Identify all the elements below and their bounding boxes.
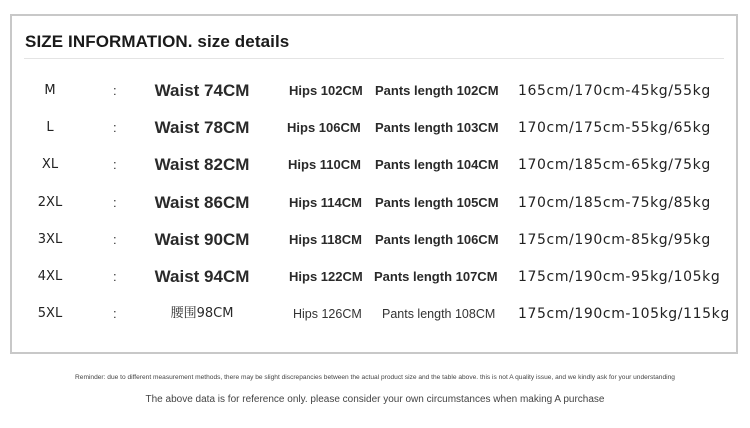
size-row-3xl <box>12 228 736 252</box>
pants-length-value: Pants length 106CM <box>375 232 499 247</box>
size-table-frame <box>10 14 738 354</box>
hips-value: Hips 126CM <box>293 307 362 321</box>
title-divider <box>24 58 724 59</box>
height-weight-value: 170cm/185cm-65kg/75kg <box>518 157 711 173</box>
size-label: M <box>44 83 56 98</box>
size-label: 3XL <box>37 232 63 247</box>
waist-value: Waist 94CM <box>154 267 250 286</box>
pants-length-value: Pants length 108CM <box>382 307 496 321</box>
size-label: 5XL <box>37 306 63 321</box>
waist-value: Waist 90CM <box>154 230 250 249</box>
size-label: 2XL <box>37 195 63 210</box>
height-weight-value: 175cm/190cm-105kg/115kg <box>518 306 730 322</box>
hips-value: Hips 118CM <box>289 232 362 247</box>
waist-value: Waist 78CM <box>154 118 250 137</box>
height-weight-value: 175cm/190cm-85kg/95kg <box>518 232 711 248</box>
separator-colon: : <box>113 232 117 247</box>
separator-colon: : <box>113 269 117 284</box>
pants-length-value: Pants length 103CM <box>375 120 499 135</box>
separator-colon: : <box>113 157 117 172</box>
size-row-5xl <box>12 302 736 326</box>
height-weight-value: 175cm/190cm-95kg/105kg <box>518 269 721 285</box>
size-row-l <box>12 116 736 140</box>
height-weight-value: 170cm/185cm-75kg/85kg <box>518 195 711 211</box>
page-title: SIZE INFORMATION. size details <box>25 32 290 51</box>
separator-colon: : <box>113 83 117 98</box>
hips-value: Hips 106CM <box>287 120 361 135</box>
separator-colon: : <box>113 120 117 135</box>
waist-value: 腰围98CM <box>170 306 234 321</box>
reminder-text: Reminder: due to different measurement methods, there may be slight discrepancies between the actual product size and the table above. this is not A quality issue, and we kindly ask for your understanding <box>75 374 675 381</box>
separator-colon: : <box>113 195 117 210</box>
pants-length-value: Pants length 102CM <box>375 83 499 98</box>
size-label: XL <box>41 157 59 172</box>
pants-length-value: Pants length 105CM <box>375 195 499 210</box>
waist-value: Waist 82CM <box>154 155 250 174</box>
hips-value: Hips 114CM <box>289 195 362 210</box>
reference-note: The above data is for reference only. please consider your own circumstances when making A purchase <box>145 394 605 405</box>
waist-value: Waist 74CM <box>154 81 250 100</box>
waist-value: Waist 86CM <box>154 193 250 212</box>
size-row-xl <box>12 153 736 177</box>
size-row-m <box>12 79 736 103</box>
hips-value: Hips 110CM <box>288 157 361 172</box>
size-row-2xl <box>12 191 736 215</box>
pants-length-value: Pants length 104CM <box>375 157 499 172</box>
size-row-4xl <box>12 265 736 289</box>
pants-length-value: Pants length 107CM <box>374 269 498 284</box>
size-label: L <box>46 120 54 135</box>
hips-value: Hips 102CM <box>289 83 363 98</box>
hips-value: Hips 122CM <box>289 269 363 284</box>
height-weight-value: 165cm/170cm-45kg/55kg <box>518 83 711 99</box>
height-weight-value: 170cm/175cm-55kg/65kg <box>518 120 711 136</box>
separator-colon: : <box>113 306 117 321</box>
size-label: 4XL <box>37 269 63 284</box>
